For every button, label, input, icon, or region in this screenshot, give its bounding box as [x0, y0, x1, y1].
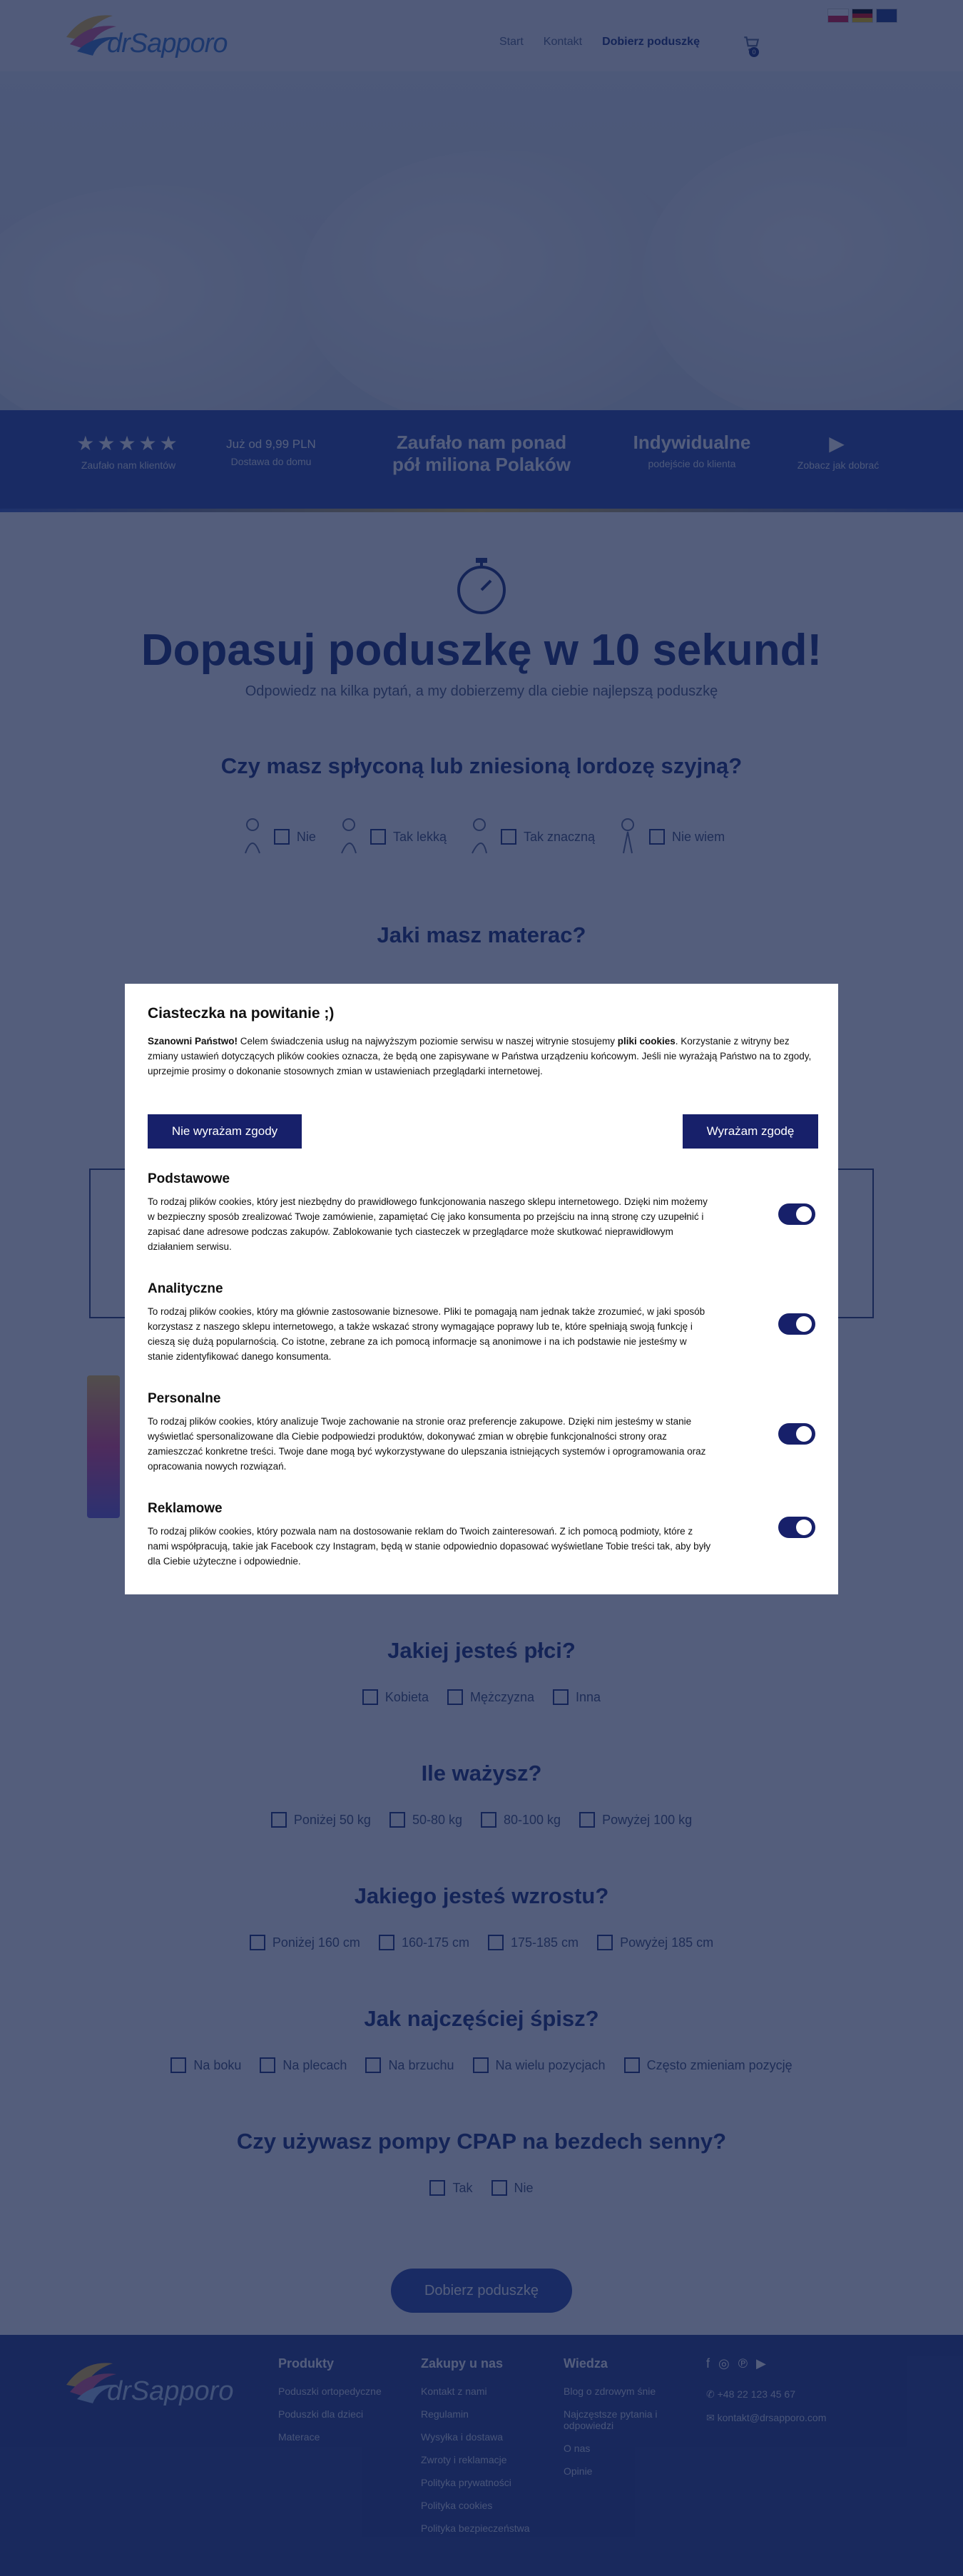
cookie-section-title: Personalne — [148, 1391, 221, 1406]
cookie-intro-bold: Szanowni Państwo! — [148, 1036, 238, 1047]
cookie-intro-bold2: pliki cookies — [617, 1036, 676, 1047]
cookie-consent-dialog — [125, 984, 838, 1594]
cookie-section-text: To rodzaj plików cookies, który jest niezbędny do prawidłowego funkcjonowania naszego sklepu internetowego. Dzięki nim możemy w bezpieczny sposób zrealizować Twoje zamówienie, zapamiętać Cię jako konsumenta po przejściu na inną stronę czy uzupełnić i zapisać dane adresowe podczas zakupów. Zablokowanie tych ciasteczek w przeglądarce może skutkować nieprawidłowym działaniem serwisu. — [148, 1196, 708, 1252]
cookie-intro-text: Celem świadczenia usług na najwyższym poziomie serwisu w naszej witrynie stosujemy — [238, 1036, 618, 1047]
cookie-intro — [148, 1034, 815, 1079]
cookie-section-text: To rodzaj plików cookies, który ma głównie zastosowanie biznesowe. Pliki te pomagają nam jednak także zrozumieć, w jaki sposób korzystasz z naszego sklepu internetowego, a także wskazać strony wymagające poprawy lub te, które spełniają swoją funkcję i cieszą się dużą popularnością. Co istotne, zebrane za ich pomocą informacje są anonimowe i na ich podstawie nie jesteśmy w stanie zidentyfikować danego konsumenta. — [148, 1306, 705, 1362]
cookie-section-title: Analityczne — [148, 1281, 223, 1296]
cookie-section-text: To rodzaj plików cookies, który analizuje Twoje zachowanie na stronie oraz preferencje zakupowe. Dzięki nim jesteśmy w stanie wyświetlać spersonalizowane dla Ciebie podpowiedzi produktów, dokonywać zmian w obrębie funkcjonalności strony oraz zamieszczać konkretne treści. Twoje dane mogą być wykorzystywane do ulepszania istniejących systemów i oprogramowania oraz opracowania nowych rozwiązań. — [148, 1416, 706, 1472]
cookie-section-analytics — [148, 1281, 815, 1364]
cookie-title: Ciasteczka na powitanie ;) — [148, 1005, 335, 1022]
cookie-section-text: To rodzaj plików cookies, który pozwala nam na dostosowanie reklam do Twoich zainteresowań. Z ich pomocą podmioty, które z nami współpracują, takie jak Facebook czy Instagram, będą w stanie odpowiednio dopasować wyświetlane Tobie treści tak, aby były dla Ciebie użyteczne i odpowiednie. — [148, 1526, 711, 1567]
toggle-personal[interactable] — [778, 1423, 815, 1445]
toggle-basic[interactable] — [778, 1203, 815, 1225]
toggle-knob — [796, 1206, 812, 1222]
cookie-section-title: Reklamowe — [148, 1501, 223, 1516]
cookie-section-personal — [148, 1391, 815, 1474]
toggle-knob — [796, 1426, 812, 1442]
toggle-knob — [796, 1519, 812, 1535]
cookie-intro-text2: . Korzystanie z witryny bez zmiany ustawień dotyczących plików cookies oznacza, że będą one zapisywane w Państwa urządzeniu końcowym. Jeśli nie wyrażają Państwo na to zgody, uprzejmie prosimy o dokonanie stosownych zmian w ustawieniach przeglądarki internetowej. — [148, 1036, 812, 1076]
cookie-section-title: Podstawowe — [148, 1171, 230, 1186]
toggle-analytics[interactable] — [778, 1313, 815, 1335]
accept-cookies-button[interactable]: Wyrażam zgodę — [683, 1114, 818, 1149]
toggle-knob — [796, 1316, 812, 1332]
cookie-section-ads — [148, 1501, 815, 1569]
toggle-ads[interactable] — [778, 1517, 815, 1538]
decline-cookies-button[interactable]: Nie wyrażam zgody — [148, 1114, 302, 1149]
cookie-section-basic — [148, 1171, 815, 1254]
